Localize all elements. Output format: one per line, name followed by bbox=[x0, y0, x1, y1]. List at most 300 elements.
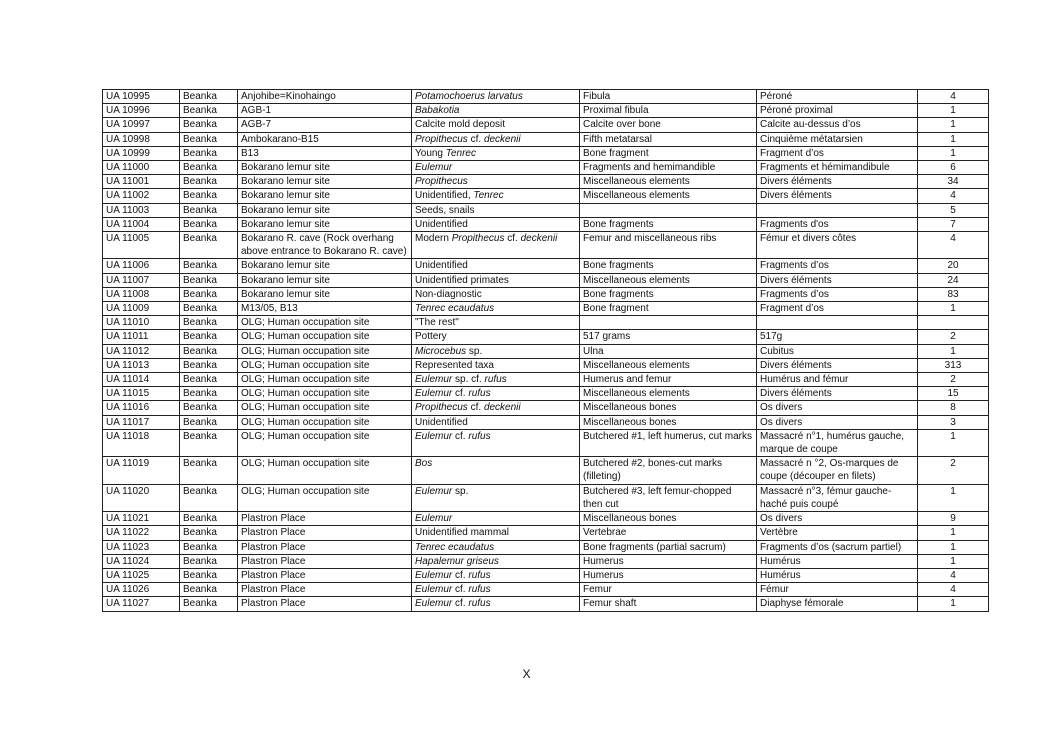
catalog-number-cell: UA 11022 bbox=[103, 526, 180, 540]
element-french-cell: Cubitus bbox=[757, 344, 918, 358]
count-cell: 1 bbox=[918, 484, 989, 511]
table-row bbox=[103, 540, 989, 554]
table-row bbox=[103, 554, 989, 568]
element-french-cell: Divers éléments bbox=[757, 175, 918, 189]
table-row bbox=[103, 568, 989, 582]
catalog-number-cell: UA 11001 bbox=[103, 175, 180, 189]
taxon-name-italic: deckenii bbox=[483, 133, 521, 145]
element-english-cell: Butchered #1, left humerus, cut marks bbox=[580, 429, 757, 456]
taxon-name-italic: rufus bbox=[468, 584, 491, 596]
catalog-number-cell: UA 11024 bbox=[103, 554, 180, 568]
taxon-cell bbox=[412, 387, 580, 401]
table-row bbox=[103, 316, 989, 330]
count-cell: 1 bbox=[918, 118, 989, 132]
element-english-cell: Miscellaneous elements bbox=[580, 175, 757, 189]
taxon-cell bbox=[412, 344, 580, 358]
table-row bbox=[103, 217, 989, 231]
locality-cell: Beanka bbox=[180, 457, 238, 484]
count-cell: 7 bbox=[918, 217, 989, 231]
locality-cell: Beanka bbox=[180, 273, 238, 287]
taxon-cell bbox=[412, 358, 580, 372]
site-cell: Bokarano lemur site bbox=[238, 259, 412, 273]
catalog-number-cell: UA 11000 bbox=[103, 161, 180, 175]
taxon-cell bbox=[412, 583, 580, 597]
catalog-number-cell: UA 11025 bbox=[103, 568, 180, 582]
taxon-name-italic: Microcebus bbox=[415, 345, 467, 357]
locality-cell: Beanka bbox=[180, 287, 238, 301]
site-cell: Plastron Place bbox=[238, 583, 412, 597]
taxon-cell bbox=[412, 373, 580, 387]
element-english-cell: Bone fragments bbox=[580, 217, 757, 231]
site-cell: OLG; Human occupation site bbox=[238, 316, 412, 330]
site-cell: Bokarano lemur site bbox=[238, 203, 412, 217]
site-cell: Plastron Place bbox=[238, 526, 412, 540]
taxon-text: Unidentified, bbox=[415, 190, 474, 202]
count-cell: 2 bbox=[918, 457, 989, 484]
count-cell: 4 bbox=[918, 189, 989, 203]
element-french-cell: Fragments d'os bbox=[757, 217, 918, 231]
taxon-text: Unidentified bbox=[415, 260, 468, 272]
taxon-name-italic: deckenii bbox=[483, 402, 521, 414]
locality-cell: Beanka bbox=[180, 90, 238, 104]
taxon-text: "The rest" bbox=[415, 317, 459, 329]
element-english-cell: Bone fragments (partial sacrum) bbox=[580, 540, 757, 554]
count-cell: 1 bbox=[918, 104, 989, 118]
element-english-cell: Miscellaneous bones bbox=[580, 401, 757, 415]
taxon-text: cf. bbox=[467, 402, 484, 414]
site-cell: Bokarano lemur site bbox=[238, 189, 412, 203]
taxon-name-italic: Eulemur bbox=[415, 598, 453, 610]
element-french-cell: Fémur et divers côtes bbox=[757, 232, 918, 259]
count-cell: 9 bbox=[918, 512, 989, 526]
element-english-cell: Bone fragment bbox=[580, 146, 757, 160]
element-english-cell: Femur and miscellaneous ribs bbox=[580, 232, 757, 259]
element-french-cell: Os divers bbox=[757, 512, 918, 526]
locality-cell: Beanka bbox=[180, 118, 238, 132]
taxon-name-italic: Eulemur bbox=[415, 513, 453, 525]
table-row bbox=[103, 330, 989, 344]
count-cell: 1 bbox=[918, 554, 989, 568]
site-cell: Bokarano lemur site bbox=[238, 217, 412, 231]
locality-cell: Beanka bbox=[180, 429, 238, 456]
site-cell: Plastron Place bbox=[238, 512, 412, 526]
table-row bbox=[103, 512, 989, 526]
element-french-cell bbox=[757, 316, 918, 330]
table-row bbox=[103, 583, 989, 597]
taxon-cell bbox=[412, 161, 580, 175]
site-cell: OLG; Human occupation site bbox=[238, 358, 412, 372]
element-french-cell: Massacré n°1, humérus gauche, marque de coupe bbox=[757, 429, 918, 456]
element-english-cell: Femur bbox=[580, 583, 757, 597]
element-english-cell: Humerus and femur bbox=[580, 373, 757, 387]
taxon-cell bbox=[412, 273, 580, 287]
count-cell: 4 bbox=[918, 583, 989, 597]
site-cell: Plastron Place bbox=[238, 554, 412, 568]
catalog-number-cell: UA 11003 bbox=[103, 203, 180, 217]
taxon-name-italic: Tenrec ecaudatus bbox=[415, 541, 495, 553]
catalog-number-cell: UA 11014 bbox=[103, 373, 180, 387]
taxon-text: Unidentified primates bbox=[415, 274, 509, 286]
site-cell: AGB-7 bbox=[238, 118, 412, 132]
table-row bbox=[103, 273, 989, 287]
taxon-text: Non-diagnostic bbox=[415, 288, 482, 300]
locality-cell: Beanka bbox=[180, 161, 238, 175]
table-row bbox=[103, 526, 989, 540]
taxon-cell bbox=[412, 175, 580, 189]
taxon-cell bbox=[412, 118, 580, 132]
taxon-cell bbox=[412, 316, 580, 330]
count-cell: 313 bbox=[918, 358, 989, 372]
locality-cell: Beanka bbox=[180, 344, 238, 358]
element-french-cell: Péroné proximal bbox=[757, 104, 918, 118]
locality-cell: Beanka bbox=[180, 597, 238, 611]
locality-cell: Beanka bbox=[180, 554, 238, 568]
taxon-text: cf. bbox=[452, 388, 469, 400]
element-french-cell: Calcite au-dessus d’os bbox=[757, 118, 918, 132]
table-row bbox=[103, 175, 989, 189]
taxon-name-italic: Eulemur bbox=[415, 162, 453, 174]
count-cell: 3 bbox=[918, 415, 989, 429]
element-english-cell: Bone fragment bbox=[580, 302, 757, 316]
catalog-number-cell: UA 11023 bbox=[103, 540, 180, 554]
table-row bbox=[103, 118, 989, 132]
site-cell: OLG; Human occupation site bbox=[238, 484, 412, 511]
count-cell: 83 bbox=[918, 287, 989, 301]
taxon-cell bbox=[412, 287, 580, 301]
element-french-cell: Massacré n°3, fémur gauche-haché puis coupé bbox=[757, 484, 918, 511]
element-french-cell: Massacré n °2, Os-marques de coupe (découper en filets) bbox=[757, 457, 918, 484]
locality-cell: Beanka bbox=[180, 526, 238, 540]
site-cell: Anjohibe=Kinohaingo bbox=[238, 90, 412, 104]
count-cell: 1 bbox=[918, 344, 989, 358]
taxon-text: Seeds, snails bbox=[415, 204, 475, 216]
locality-cell: Beanka bbox=[180, 583, 238, 597]
catalog-number-cell: UA 11009 bbox=[103, 302, 180, 316]
taxon-text: Pottery bbox=[415, 331, 447, 343]
table-row bbox=[103, 457, 989, 484]
taxon-name-italic: Eulemur bbox=[415, 388, 453, 400]
count-cell: 1 bbox=[918, 429, 989, 456]
locality-cell: Beanka bbox=[180, 330, 238, 344]
taxon-name-italic: rufus bbox=[468, 388, 491, 400]
catalog-number-cell: UA 11008 bbox=[103, 287, 180, 301]
locality-cell: Beanka bbox=[180, 175, 238, 189]
locality-cell: Beanka bbox=[180, 387, 238, 401]
site-cell: OLG; Human occupation site bbox=[238, 373, 412, 387]
locality-cell: Beanka bbox=[180, 512, 238, 526]
catalog-number-cell: UA 11007 bbox=[103, 273, 180, 287]
site-cell: Plastron Place bbox=[238, 540, 412, 554]
locality-cell: Beanka bbox=[180, 217, 238, 231]
taxon-cell bbox=[412, 429, 580, 456]
element-english-cell: Femur shaft bbox=[580, 597, 757, 611]
taxon-cell bbox=[412, 568, 580, 582]
catalog-number-cell: UA 10996 bbox=[103, 104, 180, 118]
locality-cell: Beanka bbox=[180, 540, 238, 554]
element-french-cell: Vertèbre bbox=[757, 526, 918, 540]
taxon-cell bbox=[412, 203, 580, 217]
taxon-cell bbox=[412, 132, 580, 146]
element-english-cell: Fifth metatarsal bbox=[580, 132, 757, 146]
taxon-text: Unidentified mammal bbox=[415, 527, 509, 539]
element-english-cell: Proximal fibula bbox=[580, 104, 757, 118]
count-cell: 1 bbox=[918, 132, 989, 146]
taxon-text: cf. bbox=[452, 598, 469, 610]
catalog-number-cell: UA 11012 bbox=[103, 344, 180, 358]
taxon-cell bbox=[412, 302, 580, 316]
taxon-name-italic: Potamochoerus larvatus bbox=[415, 91, 523, 102]
count-cell: 34 bbox=[918, 175, 989, 189]
taxon-cell bbox=[412, 540, 580, 554]
element-french-cell: Fragment d’os bbox=[757, 302, 918, 316]
taxon-name-italic: rufus bbox=[468, 430, 491, 442]
element-english-cell: Fibula bbox=[580, 90, 757, 104]
table-row bbox=[103, 429, 989, 456]
element-french-cell: Humérus and fémur bbox=[757, 373, 918, 387]
site-cell: OLG; Human occupation site bbox=[238, 429, 412, 456]
taxon-name-italic: Tenrec bbox=[473, 190, 504, 202]
count-cell: 4 bbox=[918, 90, 989, 104]
taxon-name-italic: Propithecus bbox=[415, 402, 468, 414]
taxon-name-italic: deckenii bbox=[520, 233, 558, 245]
element-french-cell: Fémur bbox=[757, 583, 918, 597]
taxon-text: cf. bbox=[467, 133, 484, 145]
site-cell: AGB-1 bbox=[238, 104, 412, 118]
element-english-cell: Miscellaneous elements bbox=[580, 273, 757, 287]
taxon-text: Represented taxa bbox=[415, 359, 494, 371]
specimen-table-body bbox=[103, 90, 989, 612]
taxon-name-italic: Eulemur bbox=[415, 569, 453, 581]
locality-cell: Beanka bbox=[180, 484, 238, 511]
locality-cell: Beanka bbox=[180, 189, 238, 203]
catalog-number-cell: UA 11006 bbox=[103, 259, 180, 273]
taxon-text: Unidentified bbox=[415, 218, 468, 230]
site-cell: Bokarano lemur site bbox=[238, 161, 412, 175]
table-row bbox=[103, 373, 989, 387]
element-english-cell: Miscellaneous elements bbox=[580, 358, 757, 372]
site-cell: OLG; Human occupation site bbox=[238, 344, 412, 358]
element-english-cell: Vertebrae bbox=[580, 526, 757, 540]
catalog-number-cell: UA 11026 bbox=[103, 583, 180, 597]
element-french-cell: Fragments et hémimandibule bbox=[757, 161, 918, 175]
catalog-number-cell: UA 11013 bbox=[103, 358, 180, 372]
taxon-name-italic: Propithecus bbox=[415, 133, 468, 145]
taxon-name-italic: Bos bbox=[415, 458, 433, 470]
catalog-number-cell: UA 11002 bbox=[103, 189, 180, 203]
catalog-number-cell: UA 10998 bbox=[103, 132, 180, 146]
taxon-text: cf. bbox=[504, 233, 521, 245]
element-english-cell: Butchered #2, bones-cut marks (filleting) bbox=[580, 457, 757, 484]
taxon-name-italic: Propithecus bbox=[451, 233, 505, 245]
element-english-cell: Miscellaneous elements bbox=[580, 189, 757, 203]
site-cell: Bokarano lemur site bbox=[238, 175, 412, 189]
element-english-cell: Butchered #3, left femur-chopped then cut bbox=[580, 484, 757, 511]
taxon-cell bbox=[412, 330, 580, 344]
taxon-name-italic: Eulemur bbox=[415, 485, 453, 497]
taxon-cell bbox=[412, 484, 580, 511]
element-english-cell: Fragments and hemimandible bbox=[580, 161, 757, 175]
taxon-name-italic: Eulemur bbox=[415, 374, 453, 386]
catalog-number-cell: UA 11027 bbox=[103, 597, 180, 611]
element-english-cell: Miscellaneous bones bbox=[580, 415, 757, 429]
site-cell: Bokarano lemur site bbox=[238, 287, 412, 301]
element-english-cell bbox=[580, 316, 757, 330]
taxon-cell bbox=[412, 512, 580, 526]
taxon-cell bbox=[412, 189, 580, 203]
table-row bbox=[103, 597, 989, 611]
element-english-cell: Miscellaneous elements bbox=[580, 387, 757, 401]
taxon-text: sp. bbox=[452, 485, 469, 497]
taxon-name-italic: rufus bbox=[484, 374, 507, 386]
site-cell: OLG; Human occupation site bbox=[238, 387, 412, 401]
table-row bbox=[103, 287, 989, 301]
taxon-cell bbox=[412, 526, 580, 540]
site-cell: OLG; Human occupation site bbox=[238, 457, 412, 484]
taxon-cell bbox=[412, 146, 580, 160]
count-cell: 2 bbox=[918, 330, 989, 344]
element-french-cell bbox=[757, 203, 918, 217]
table-row bbox=[103, 132, 989, 146]
table-row bbox=[103, 146, 989, 160]
catalog-number-cell: UA 11021 bbox=[103, 512, 180, 526]
site-cell: M13/05, B13 bbox=[238, 302, 412, 316]
site-cell: Bokarano lemur site bbox=[238, 273, 412, 287]
element-french-cell: Divers éléments bbox=[757, 358, 918, 372]
locality-cell: Beanka bbox=[180, 259, 238, 273]
element-english-cell: Humerus bbox=[580, 554, 757, 568]
element-french-cell: Fragments d’os bbox=[757, 259, 918, 273]
element-french-cell: Divers éléments bbox=[757, 189, 918, 203]
count-cell: 6 bbox=[918, 161, 989, 175]
specimen-table bbox=[102, 89, 989, 612]
locality-cell: Beanka bbox=[180, 358, 238, 372]
taxon-text: cf. bbox=[452, 569, 469, 581]
element-french-cell: Diaphyse fémorale bbox=[757, 597, 918, 611]
catalog-number-cell: UA 11015 bbox=[103, 387, 180, 401]
element-french-cell: 517g bbox=[757, 330, 918, 344]
element-french-cell: Fragments d’os (sacrum partiel) bbox=[757, 540, 918, 554]
taxon-cell bbox=[412, 401, 580, 415]
table-row bbox=[103, 232, 989, 259]
taxon-cell bbox=[412, 597, 580, 611]
table-row bbox=[103, 415, 989, 429]
count-cell: 4 bbox=[918, 568, 989, 582]
catalog-number-cell: UA 11010 bbox=[103, 316, 180, 330]
taxon-name-italic: Tenrec ecaudatus bbox=[415, 303, 495, 315]
table-row bbox=[103, 203, 989, 217]
taxon-name-italic: Babakotia bbox=[415, 105, 460, 117]
table-row bbox=[103, 189, 989, 203]
table-row bbox=[103, 401, 989, 415]
catalog-number-cell: UA 10995 bbox=[103, 90, 180, 104]
table-row bbox=[103, 104, 989, 118]
element-french-cell: Péroné bbox=[757, 90, 918, 104]
table-row bbox=[103, 344, 989, 358]
element-french-cell: Os divers bbox=[757, 401, 918, 415]
table-row bbox=[103, 161, 989, 175]
count-cell: 8 bbox=[918, 401, 989, 415]
locality-cell: Beanka bbox=[180, 415, 238, 429]
taxon-name-italic: Eulemur bbox=[415, 584, 453, 596]
count-cell: 5 bbox=[918, 203, 989, 217]
site-cell: Ambokarano-B15 bbox=[238, 132, 412, 146]
count-cell: 1 bbox=[918, 146, 989, 160]
taxon-name-italic: Propithecus bbox=[415, 176, 468, 188]
count-cell: 24 bbox=[918, 273, 989, 287]
element-english-cell: Bone fragments bbox=[580, 259, 757, 273]
taxon-cell bbox=[412, 415, 580, 429]
catalog-number-cell: UA 11011 bbox=[103, 330, 180, 344]
taxon-cell bbox=[412, 232, 580, 259]
element-french-cell: Fragment d’os bbox=[757, 146, 918, 160]
element-english-cell: Ulna bbox=[580, 344, 757, 358]
count-cell: 1 bbox=[918, 302, 989, 316]
element-english-cell: 517 grams bbox=[580, 330, 757, 344]
taxon-text: cf. bbox=[452, 584, 469, 596]
count-cell bbox=[918, 316, 989, 330]
locality-cell: Beanka bbox=[180, 203, 238, 217]
locality-cell: Beanka bbox=[180, 316, 238, 330]
taxon-name-italic: rufus bbox=[468, 598, 491, 610]
catalog-number-cell: UA 11016 bbox=[103, 401, 180, 415]
site-cell: Plastron Place bbox=[238, 568, 412, 582]
taxon-text: sp. bbox=[466, 345, 483, 357]
element-french-cell: Os divers bbox=[757, 415, 918, 429]
taxon-name-italic: rufus bbox=[468, 569, 491, 581]
taxon-cell bbox=[412, 90, 580, 104]
taxon-cell bbox=[412, 217, 580, 231]
taxon-name-italic: Hapalemur griseus bbox=[415, 555, 499, 567]
locality-cell: Beanka bbox=[180, 132, 238, 146]
element-english-cell: Bone fragments bbox=[580, 287, 757, 301]
locality-cell: Beanka bbox=[180, 568, 238, 582]
site-cell: OLG; Human occupation site bbox=[238, 401, 412, 415]
taxon-text: Young bbox=[415, 147, 446, 159]
table-row bbox=[103, 484, 989, 511]
taxon-cell bbox=[412, 104, 580, 118]
site-cell: OLG; Human occupation site bbox=[238, 330, 412, 344]
element-french-cell: Fragments d’os bbox=[757, 287, 918, 301]
taxon-text: cf. bbox=[452, 430, 469, 442]
table-row bbox=[103, 90, 989, 104]
page-number: X bbox=[522, 667, 531, 681]
locality-cell: Beanka bbox=[180, 232, 238, 259]
taxon-cell bbox=[412, 554, 580, 568]
taxon-text: Calcite mold deposit bbox=[415, 119, 506, 131]
taxon-cell bbox=[412, 259, 580, 273]
catalog-number-cell: UA 10997 bbox=[103, 118, 180, 132]
locality-cell: Beanka bbox=[180, 401, 238, 415]
catalog-number-cell: UA 11004 bbox=[103, 217, 180, 231]
element-english-cell: Miscellaneous bones bbox=[580, 512, 757, 526]
locality-cell: Beanka bbox=[180, 302, 238, 316]
element-french-cell: Humérus bbox=[757, 568, 918, 582]
table-row bbox=[103, 358, 989, 372]
count-cell: 20 bbox=[918, 259, 989, 273]
taxon-name-italic: Eulemur bbox=[415, 430, 453, 442]
element-french-cell: Divers éléments bbox=[757, 387, 918, 401]
catalog-number-cell: UA 11017 bbox=[103, 415, 180, 429]
locality-cell: Beanka bbox=[180, 146, 238, 160]
table-row bbox=[103, 259, 989, 273]
taxon-cell bbox=[412, 457, 580, 484]
site-cell: Bokarano R. cave (Rock overhang above entrance to Bokarano R. cave) bbox=[238, 232, 412, 259]
locality-cell: Beanka bbox=[180, 104, 238, 118]
table-row bbox=[103, 302, 989, 316]
taxon-text: Unidentified bbox=[415, 416, 468, 428]
locality-cell: Beanka bbox=[180, 373, 238, 387]
catalog-number-cell: UA 10999 bbox=[103, 146, 180, 160]
